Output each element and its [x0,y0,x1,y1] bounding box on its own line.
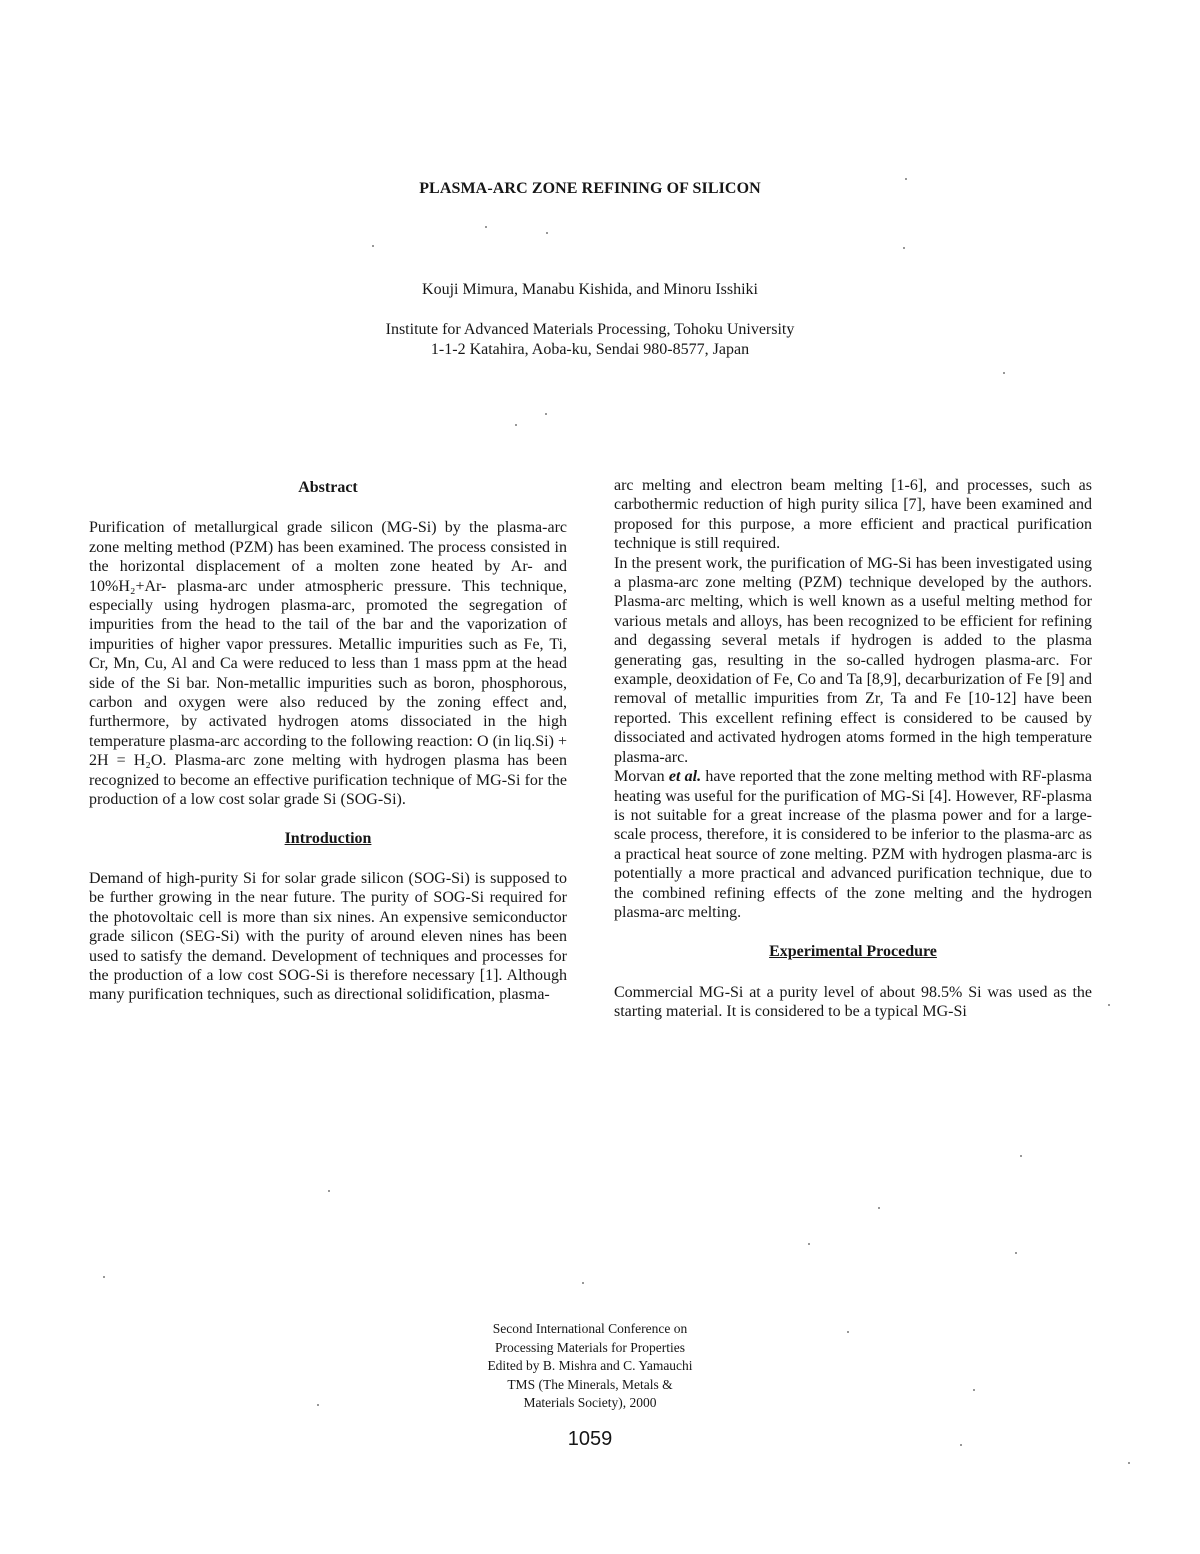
footer-line-2: Processing Materials for Properties [494,1339,686,1355]
author-list: Kouji Mimura, Manabu Kishida, and Minoru Isshiki [422,281,758,298]
introduction-text-right-2: In the present work, the purification of MG-Si has been investigated using a plasma-arc zone melting (PZM) technique developed by the authors. Plasma-arc melting, which is well known as a useful melting method for various metals and alloys, has been recognized to be efficient for refining and degassing several metals if hydrogen is added to the plasma generating gas, resulting in the so-called hydrogen plasma-arc. For example, deoxidation of Fe, Co and Ta [8,9], decarburization of Fe [9] and removal of metallic impurities from Zr, Ta and Fe [10-12] have been reported. This excellent refining effect is considered to be caused by dissociated and activated hydrogen atoms formed in the high temperature plasma-arc. [614,554,1092,766]
experimental-text: Commercial MG-Si at a purity level of about 98.5% Si was used as the starting material. It is considered to be a typical MG-Si [614,983,1092,1021]
introduction-text-right-3 [614,767,1092,922]
affiliation [0,320,1180,360]
abstract-heading: Abstract [298,479,358,496]
scan-speck [960,1444,962,1446]
affiliation-institution: Institute for Advanced Materials Processing, Tohoku University [385,321,795,338]
paper-title: PLASMA-ARC ZONE REFINING OF SILICON [419,180,761,197]
affiliation-address: 1-1-2 Katahira, Aoba-ku, Sendai 980-8577, Japan [430,341,750,358]
scan-speck [582,1282,584,1284]
scan-speck [328,1190,330,1192]
scan-speck [1003,372,1005,374]
scan-speck [317,1404,319,1406]
conference-footer [0,1320,1180,1413]
introduction-text-left: Demand of high-purity Si for solar grade silicon (SOG-Si) is supposed to be further growing in the near future. The purity of SOG-Si required for the photovoltaic cell is more than six nines. An expensive semiconductor grade silicon (SEG-Si) with the purity of around eleven nines has been used to satisfy the demand. Development of techniques and processes for the production of a low cost SOG-Si is therefore necessary [1]. Although many purification techniques, such as directional solidification, plasma- [89,869,567,1004]
scan-speck [515,424,517,426]
scan-speck [973,1389,975,1391]
morvan-prefix: Morvan [614,768,669,786]
left-column [89,478,567,1005]
morvan-rest: have reported that the zone melting method with RF-plasma heating was useful for the purification of MG-Si [4]. However, RF-plasma is not suitable for a great increase of the plasma power and for a large-scale process, therefore, it is considered to be inferior to the plasma-arc as a practical heat source of zone melting. PZM with hydrogen plasma-arc is potentially a more practical and advanced purification technique, due to the combined refining effects of the zone melting and the hydrogen plasma-arc melting. [614,768,1092,921]
footer-line-3: Edited by B. Mishra and C. Yamauchi [487,1358,693,1373]
scan-speck [372,245,374,247]
scan-speck [905,178,907,180]
scan-speck [103,1276,105,1278]
right-column [614,476,1092,1022]
introduction-heading: Introduction [284,829,372,847]
scan-speck [903,247,905,249]
scan-speck [808,1243,810,1245]
introduction-text-right-1: arc melting and electron beam melting [1-6], and processes, such as carbothermic reduction of high purity silica [7], have been examined and proposed for this purpose, a more efficient and practical purification technique is still required. [614,477,1092,553]
scan-speck [847,1331,849,1333]
scan-speck [1128,1462,1130,1464]
experimental-heading: Experimental Procedure [769,943,937,961]
scan-speck [545,413,547,415]
abstract-text: Purification of metallurgical grade silicon (MG-Si) by the plasma-arc zone melting method (PZM) has been examined. The process consisted in the horizontal displacement of a molten zone heated by Ar- and 10%H₂+Ar- plasma-arc under atmospheric pressure. This technique, especially using hydrogen plasma-arc, promoted the segregation of impurities from the head to the tail of the bar and the vaporization of impurities of higher vapor pressures. Metallic impurities such as Fe, Ti, Cr, Mn, Cu, Al and Ca were reduced to less than 1 mass ppm at the head side of the Si bar. Non-metallic impurities such as boron, phosphorous, carbon and oxygen were also reduced by the zoning effect and, furthermore, by activated hydrogen atoms dissociated in the high temperature plasma-arc according to the following reaction: O (in liq.Si) + 2H = H₂O. Plasma-arc zone melting with hydrogen plasma has been recognized to become an effective purification technique of MG-Si for the production of a low cost solar grade Si (SOG-Si). [89,519,567,809]
scan-speck [546,232,548,234]
et-al: et al. [668,768,702,786]
footer-line-4: TMS (The Minerals, Metals & [507,1376,673,1392]
scan-speck [878,1207,880,1209]
scan-speck [485,226,487,228]
footer-line-5: Materials Society), 2000 [523,1395,657,1410]
scan-speck [1015,1252,1017,1254]
scan-speck [1020,1155,1022,1157]
scan-speck [1108,1004,1110,1006]
page-number: 1059 [567,1428,613,1450]
footer-line-1: Second International Conference on [492,1321,688,1336]
